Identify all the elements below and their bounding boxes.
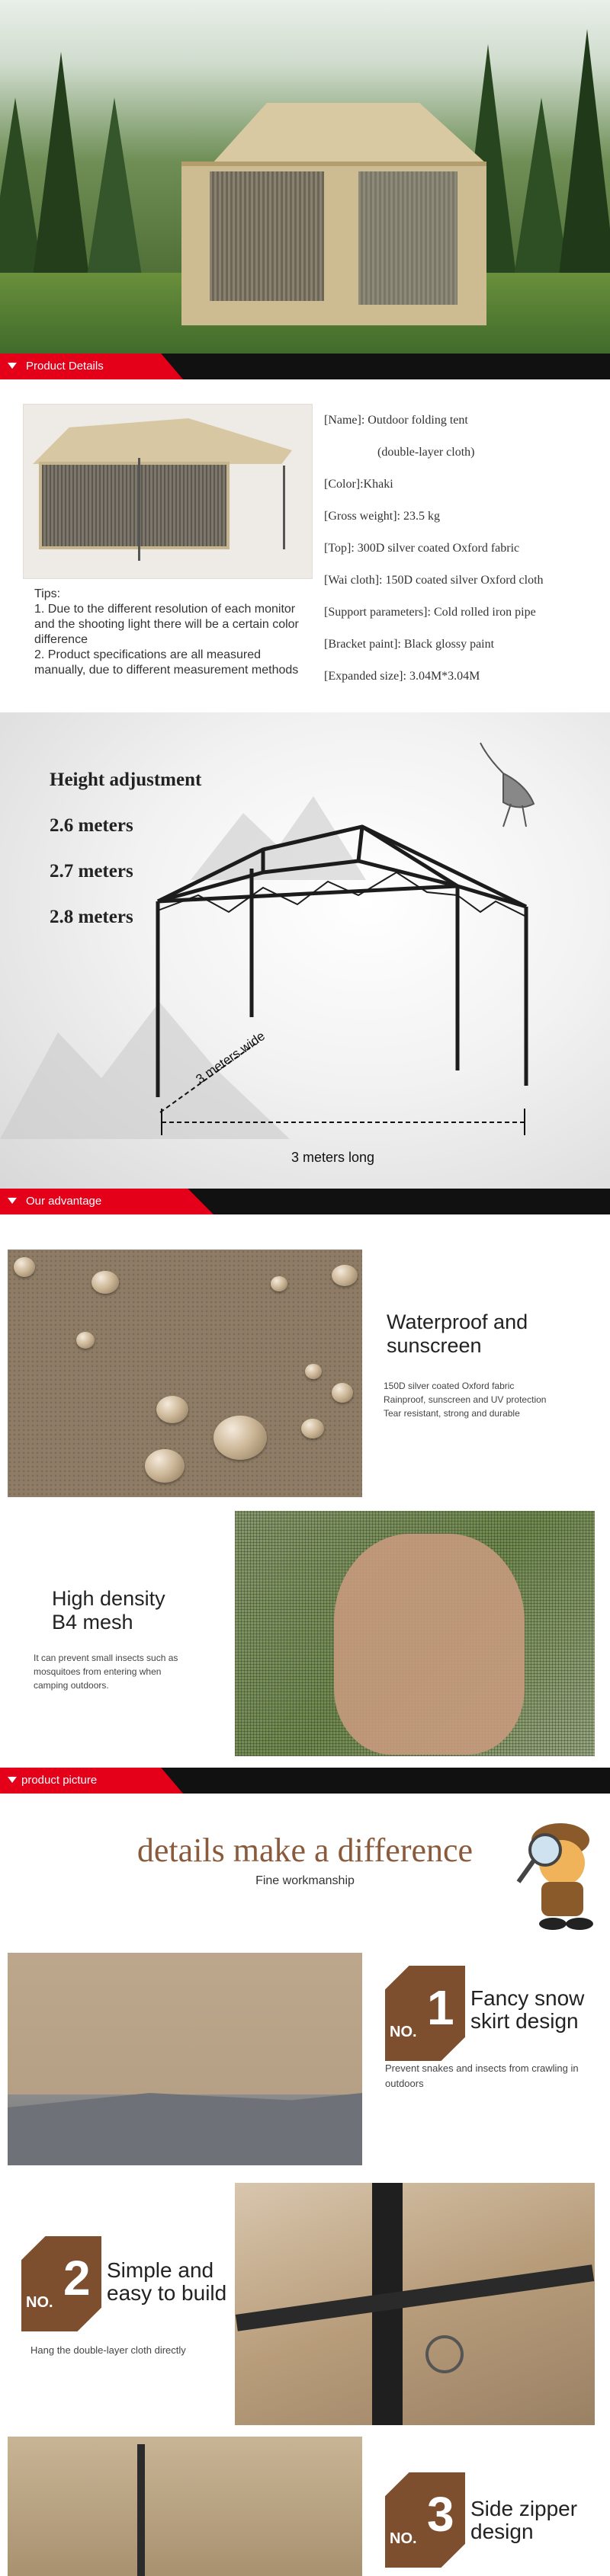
height-option: 2.8 meters <box>50 907 133 927</box>
hero-tent-photo <box>0 0 610 357</box>
banner-label: Our advantage <box>26 1195 102 1208</box>
banner-label: product picture <box>21 1774 98 1787</box>
feature-badge-2: NO. 2 <box>21 2236 101 2331</box>
snow-skirt-photo <box>8 1929 362 2165</box>
section-banner-picture <box>0 1768 610 1794</box>
section-banner-advantage <box>0 1189 610 1214</box>
triangle-icon <box>8 363 17 369</box>
spec-wai-cloth: [Wai cloth]: 150D coated silver Oxford cloth <box>324 574 544 587</box>
waterproof-desc: 150D silver coated Oxford fabric Rainproof, sunscreen and UV protection Tear resistant, strong and durable <box>384 1381 547 1419</box>
waterproof-fabric-photo <box>8 1250 362 1497</box>
section-banner-details <box>0 354 610 379</box>
feature-desc-2: Hang the double-layer cloth directly <box>30 2344 186 2356</box>
tips-heading: Tips: <box>34 587 61 600</box>
mesh-title: High density B4 mesh <box>52 1587 165 1634</box>
width-dimension-label: 3 meters wide <box>193 1029 268 1087</box>
tips-block <box>34 587 309 678</box>
mesh-hand-photo <box>235 1511 595 1756</box>
mesh-desc: It can prevent small insects such as mosquitoes from entering when camping outdoors. <box>34 1653 178 1691</box>
spec-bracket-paint: [Bracket paint]: Black glossy paint <box>324 638 495 651</box>
spec-support: [Support parameters]: Cold rolled iron pipe <box>324 606 536 619</box>
spec-color: [Color]:Khaki <box>324 478 393 491</box>
detective-mascot-icon <box>515 1806 606 1935</box>
height-option: 2.7 meters <box>50 861 133 882</box>
tips-line: 2. Product specifications are all measured manually, due to different measurement methods <box>34 648 299 677</box>
spec-name-cont: (double-layer cloth) <box>377 446 475 459</box>
pictures-title: details make a difference <box>136 1832 474 1869</box>
banner-label: Product Details <box>26 360 104 373</box>
triangle-icon <box>8 1198 17 1204</box>
side-zipper-photo <box>8 2437 362 2576</box>
feature-badge-1: NO. 1 <box>385 1966 465 2061</box>
frame-joint-photo <box>235 2183 595 2425</box>
spec-expanded-size: [Expanded size]: 3.04M*3.04M <box>324 670 480 683</box>
feature-desc-1: Prevent snakes and insects from crawling in outdoors <box>385 2062 579 2089</box>
height-adjustment-panel <box>0 712 610 1189</box>
spec-name: [Name]: Outdoor folding tent <box>324 414 468 427</box>
feature-title-3: Side zipper design <box>470 2497 578 2543</box>
length-dimension-label: 3 meters long <box>291 1150 375 1165</box>
spec-top: [Top]: 300D silver coated Oxford fabric <box>324 542 520 555</box>
triangle-icon <box>8 1777 17 1783</box>
tips-line: 1. Due to the different resolution of each monitor and the shooting light there will be a certain color difference <box>34 603 299 646</box>
feature-badge-3: NO. 3 <box>385 2472 465 2568</box>
feature-title-1: Fancy snow skirt design <box>470 1986 585 2033</box>
waterproof-title: Waterproof and sunscreen <box>387 1310 528 1357</box>
height-title: Height adjustment <box>50 770 202 790</box>
pictures-subtitle: Fine workmanship <box>255 1874 355 1887</box>
height-option: 2.6 meters <box>50 815 133 836</box>
tent-thumbnail <box>23 404 313 579</box>
feature-title-2: Simple and easy to build <box>107 2258 227 2305</box>
spec-weight: [Gross weight]: 23.5 kg <box>324 510 440 523</box>
